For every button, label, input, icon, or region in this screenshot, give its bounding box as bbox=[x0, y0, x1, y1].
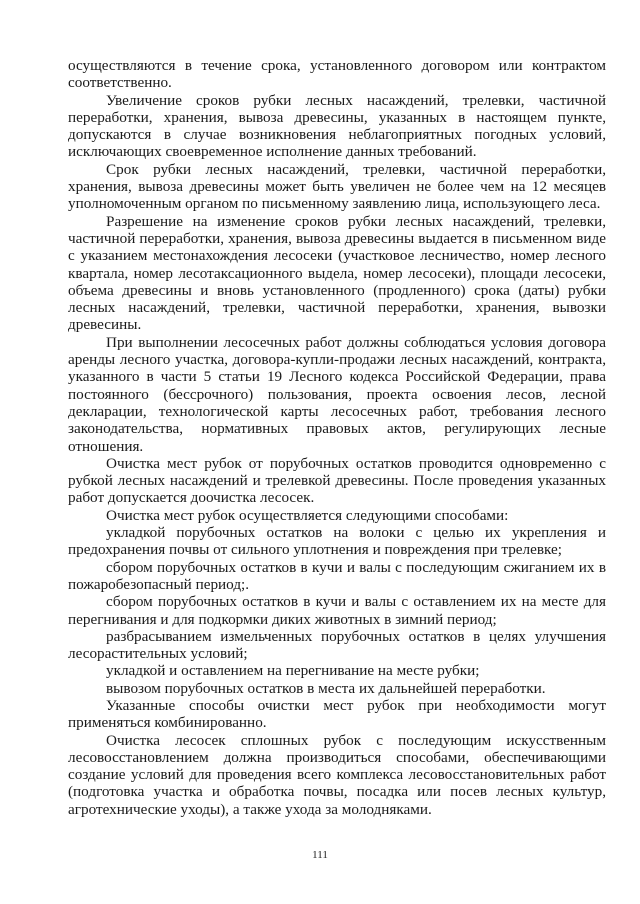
paragraph: Срок рубки лесных насаждений, трелевки, частичной переработки, хранения, вывоза древесины может быть увеличен не более чем на 12 месяцев уполномоченным органом по письменному заявлению лица, использующего леса. bbox=[68, 160, 606, 213]
list-item: разбрасыванием измельченных порубочных остатков в целях улучшения лесорастительных условий; bbox=[68, 627, 606, 663]
list-item: сбором порубочных остатков в кучи и валы с оставлением их на месте для перегнивания и для подкормки диких животных в зимний период; bbox=[68, 593, 606, 628]
document-body bbox=[68, 57, 606, 818]
list-item: сбором порубочных остатков в кучи и валы с последующим сжиганием их в пожаробезопасный период;. bbox=[68, 558, 606, 593]
paragraph: Увеличение сроков рубки лесных насаждений, трелевки, частичной переработки, хранения, вывоза древесины, указанных в настоящем пункте, допускаются в случае возникновения неблагоприятных погодных условий, исключающих своевременное исполнение данных требований. bbox=[68, 91, 606, 161]
paragraph: осуществляются в течение срока, установленного договором или контрактом соответственно. bbox=[68, 57, 606, 92]
list-item: вывозом порубочных остатков в места их дальнейшей переработки. bbox=[106, 679, 546, 697]
page-number: 111 bbox=[312, 849, 328, 861]
paragraph: Разрешение на изменение сроков рубки лесных насаждений, трелевки, частичной переработки, хранения, вывоза древесины выдается в письменном виде с указанием местонахождения лесосеки (участковое лесничество, номер лесного квартала, номер лесотаксационного выдела, номер лесосеки), площади лесосеки, объема древесины и вновь установленного (продленного) срока (даты) рубки лесных насаждений, трелевки, частичной переработки, хранения, вывозки древесины. bbox=[68, 212, 606, 334]
paragraph: Указанные способы очистки мест рубок при необходимости могут применяться комбинированно. bbox=[68, 696, 606, 732]
paragraph: При выполнении лесосечных работ должны соблюдаться условия договора аренды лесного участка, договора-купли-продажи лесных насаждений, контракта, указанного в части 5 статьи 19 Лесного кодекса Российской Федерации, права постоянного (бессрочного) пользования, проекта освоения лесов, лесной декларации, технологической карты лесосечных работ, требования лесного законодательства, нормативных правовых актов, регулирующих лесные отношения. bbox=[68, 333, 606, 455]
paragraph: Очистка лесосек сплошных рубок с последующим искусственным лесовосстановлением должна производиться способами, обеспечивающими создание условий для проведения всего комплекса лесовосстановительных работ (подготовка участка и обработка почвы, посадка или посев лесных культур, агротехнические уходы), а также ухода за молодняками. bbox=[68, 731, 606, 818]
paragraph: Очистка мест рубок осуществляется следующими способами: bbox=[106, 506, 509, 524]
list-item: укладкой порубочных остатков на волоки с целью их укрепления и предохранения почвы от сильного уплотнения и повреждения при трелевке; bbox=[68, 524, 606, 559]
list-item: укладкой и оставлением на перегнивание на месте рубки; bbox=[106, 662, 480, 680]
paragraph: Очистка мест рубок от порубочных остатков проводится одновременно с рубкой лесных насаждений и трелевкой древесины. После проведения указанных работ допускается доочистка лесосек. bbox=[68, 454, 606, 507]
